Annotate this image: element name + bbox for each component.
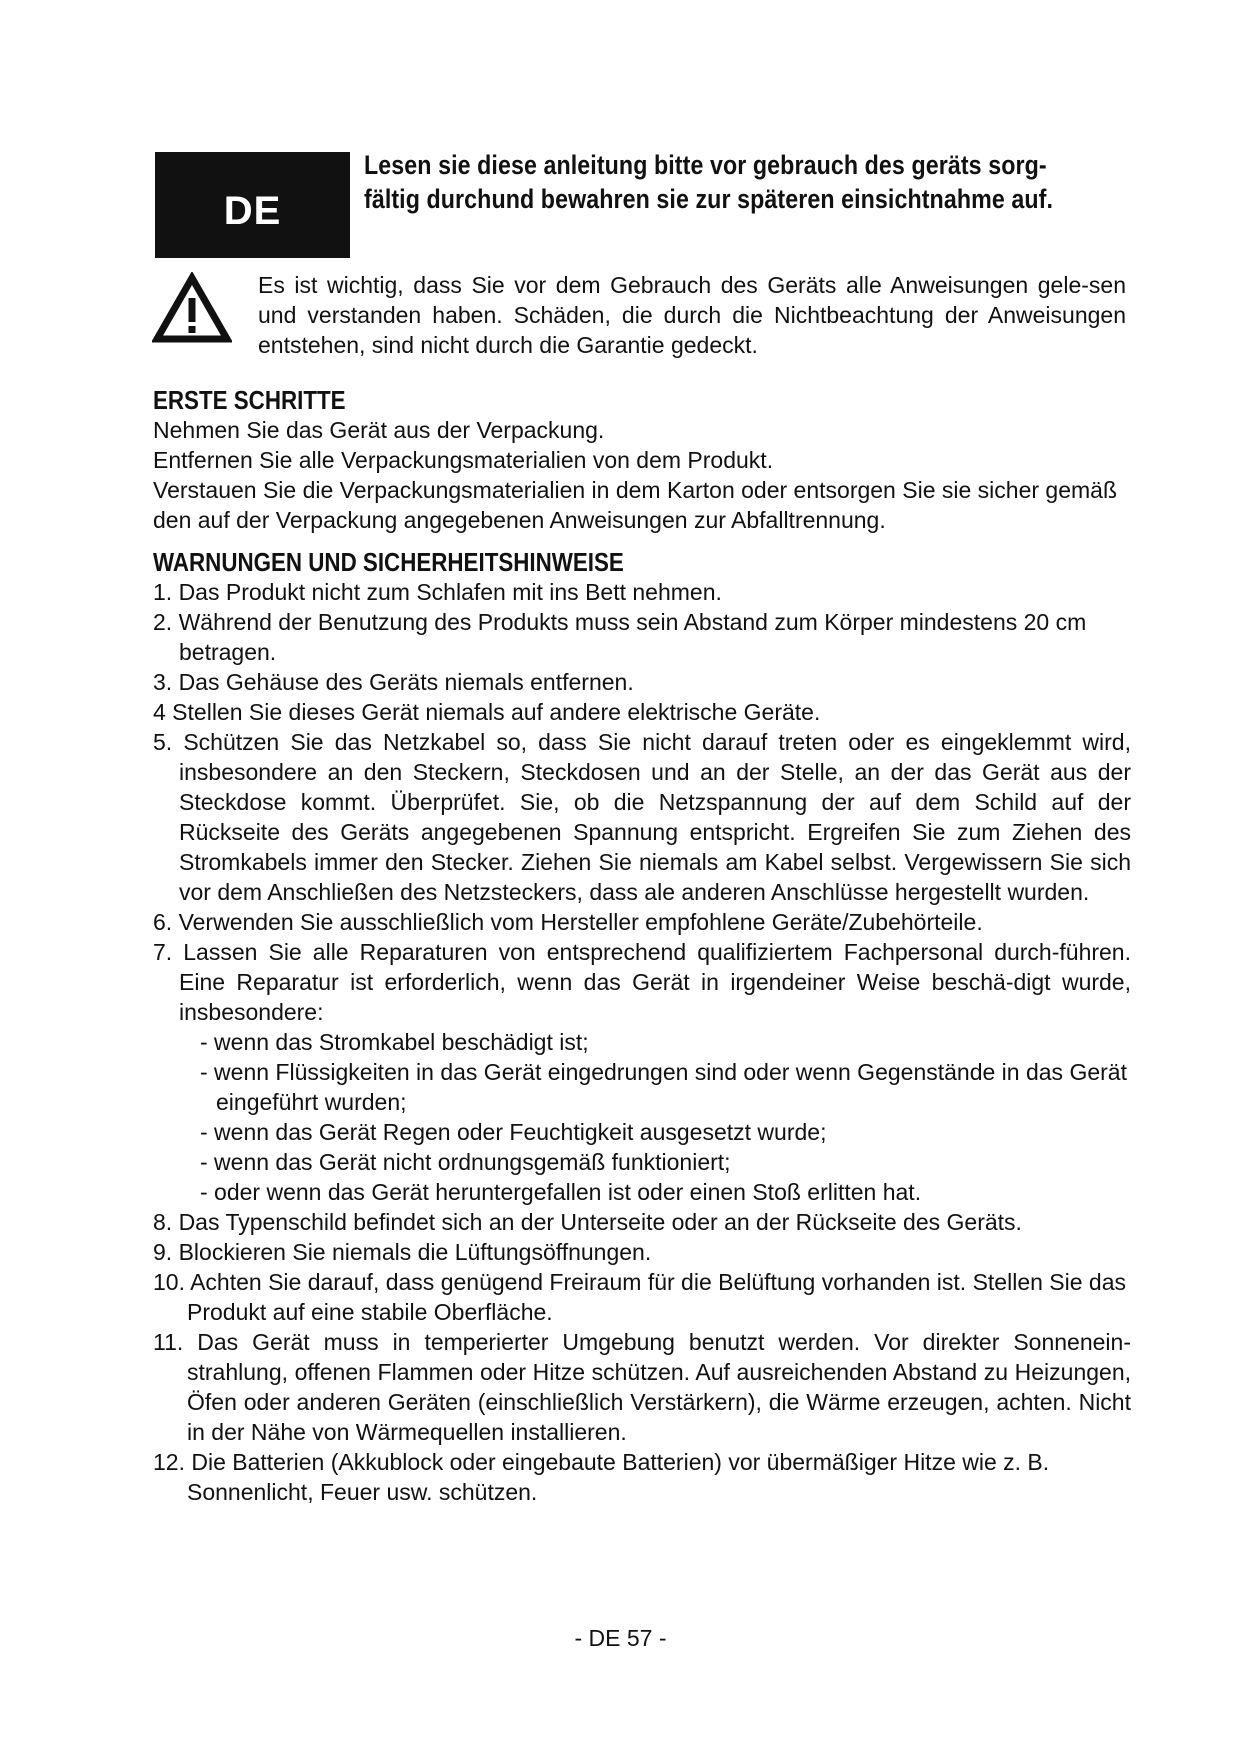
safety-list	[153, 577, 1131, 1027]
list-item: 6. Verwenden Sie ausschließlich vom Hersteller empfohlene Geräte/Zubehörteile.	[153, 909, 983, 935]
list-item: 10. Achten Sie darauf, dass genügend Freiraum für die Belüftung vorhanden ist. Stellen Sie das Produkt auf eine stabile Oberfläche.	[153, 1269, 1127, 1325]
list-item: 8. Das Typenschild befindet sich an der Unterseite oder an der Rückseite des Geräts.	[153, 1209, 1022, 1235]
sub-list-item: - wenn das Stromkabel beschädigt ist;	[200, 1029, 589, 1055]
intro-line: fältig durchund bewahren sie zur späteren einsichtnahme auf.	[364, 184, 1053, 214]
intro-line: Lesen sie diese anleitung bitte vor gebrauch des geräts sorg-	[364, 150, 1047, 180]
list-item: 9. Blockieren Sie niemals die Lüftungsöffnungen.	[153, 1239, 652, 1265]
intro-heading	[364, 148, 1121, 216]
first-steps-line: Entfernen Sie alle Verpackungsmaterialien von dem Produkt.	[153, 447, 774, 473]
list-item: 11. Das Gerät muss in temperierter Umgebung benutzt werden. Vor direkter Sonnenein-strahlung, offenen Flammen oder Hitze schützen. Auf ausreichenden Abstand zu Heizungen, Öfen oder anderen Geräten (einschließlich Verstärkern), die Wärme erzeugen, achten. Nicht in der Nähe von Wärmequellen installieren.	[153, 1329, 1131, 1445]
list-item: 7. Lassen Sie alle Reparaturen von entsprechend qualifiziertem Fachpersonal durch-führen. Eine Reparatur ist erforderlich, wenn das Gerät in irgendeiner Weise beschä-digt wurde, insbesondere:	[153, 939, 1131, 1025]
sub-list-item: - oder wenn das Gerät heruntergefallen ist oder einen Stoß erlitten hat.	[200, 1179, 922, 1205]
first-steps-line: Nehmen Sie das Gerät aus der Verpackung.	[153, 417, 605, 443]
safety-list-continued	[153, 1207, 1131, 1507]
sub-list-item: - wenn das Gerät nicht ordnungsgemäß funktioniert;	[200, 1149, 731, 1175]
language-badge: DE	[155, 152, 350, 258]
list-item: 5. Schützen Sie das Netzkabel so, dass Sie nicht darauf treten oder es eingeklemmt wird, insbesondere an den Steckern, Steckdosen und an der Stelle, an der das Gerät aus der Steckdose kommt. Überprüfet. Sie, ob die Netzspannung der auf dem Schild auf der Rückseite des Geräts angegebenen Spannung entspricht. Ergreifen Sie zum Ziehen des Stromkabels immer den Stecker. Ziehen Sie niemals am Kabel selbst. Vergewissern Sie sich vor dem Anschließen des Netzsteckers, dass ale anderen Anschlüsse hergestellt wurden.	[153, 729, 1131, 905]
list-item: 3. Das Gehäuse des Geräts niemals entfernen.	[153, 669, 634, 695]
page-number: - DE 57 -	[574, 1625, 667, 1651]
warning-text: Es ist wichtig, dass Sie vor dem Gebrauch des Geräts alle Anweisungen gele-sen und verstanden haben. Schäden, die durch die Nichtbeachtung der Anweisungen entstehen, sind nicht durch die Garantie gedeckt.	[258, 272, 1126, 358]
section-heading-first-steps: ERSTE SCHRITTE	[153, 385, 346, 415]
section-heading-safety: WARNUNGEN UND SICHERHEITSHINWEISE	[153, 547, 624, 577]
sub-list-item: - wenn Flüssigkeiten in das Gerät eingedrungen sind oder wenn Gegenstände in das Gerät eingeführt wurden;	[200, 1059, 1127, 1115]
first-steps-line: Verstauen Sie die Verpackungsmaterialien in dem Karton oder entsorgen Sie sie sicher gemäß den auf der Verpackung angegebenen Anweisungen zur Abfalltrennung.	[153, 477, 1117, 533]
sub-list-item: - wenn das Gerät Regen oder Feuchtigkeit ausgesetzt wurde;	[200, 1119, 827, 1145]
main-content	[153, 385, 1131, 1507]
warning-triangle-icon	[152, 272, 232, 344]
list-item: 12. Die Batterien (Akkublock oder eingebaute Batterien) vor übermäßiger Hitze wie z. B. Sonnenlicht, Feuer usw. schützen.	[153, 1449, 1050, 1505]
list-item: 1. Das Produkt nicht zum Schlafen mit ins Bett nehmen.	[153, 579, 722, 605]
list-item: 2. Während der Benutzung des Produkts muss sein Abstand zum Körper mindestens 20 cm betragen.	[153, 609, 1087, 665]
list-item: 4 Stellen Sie dieses Gerät niemals auf andere elektrische Geräte.	[153, 699, 821, 725]
